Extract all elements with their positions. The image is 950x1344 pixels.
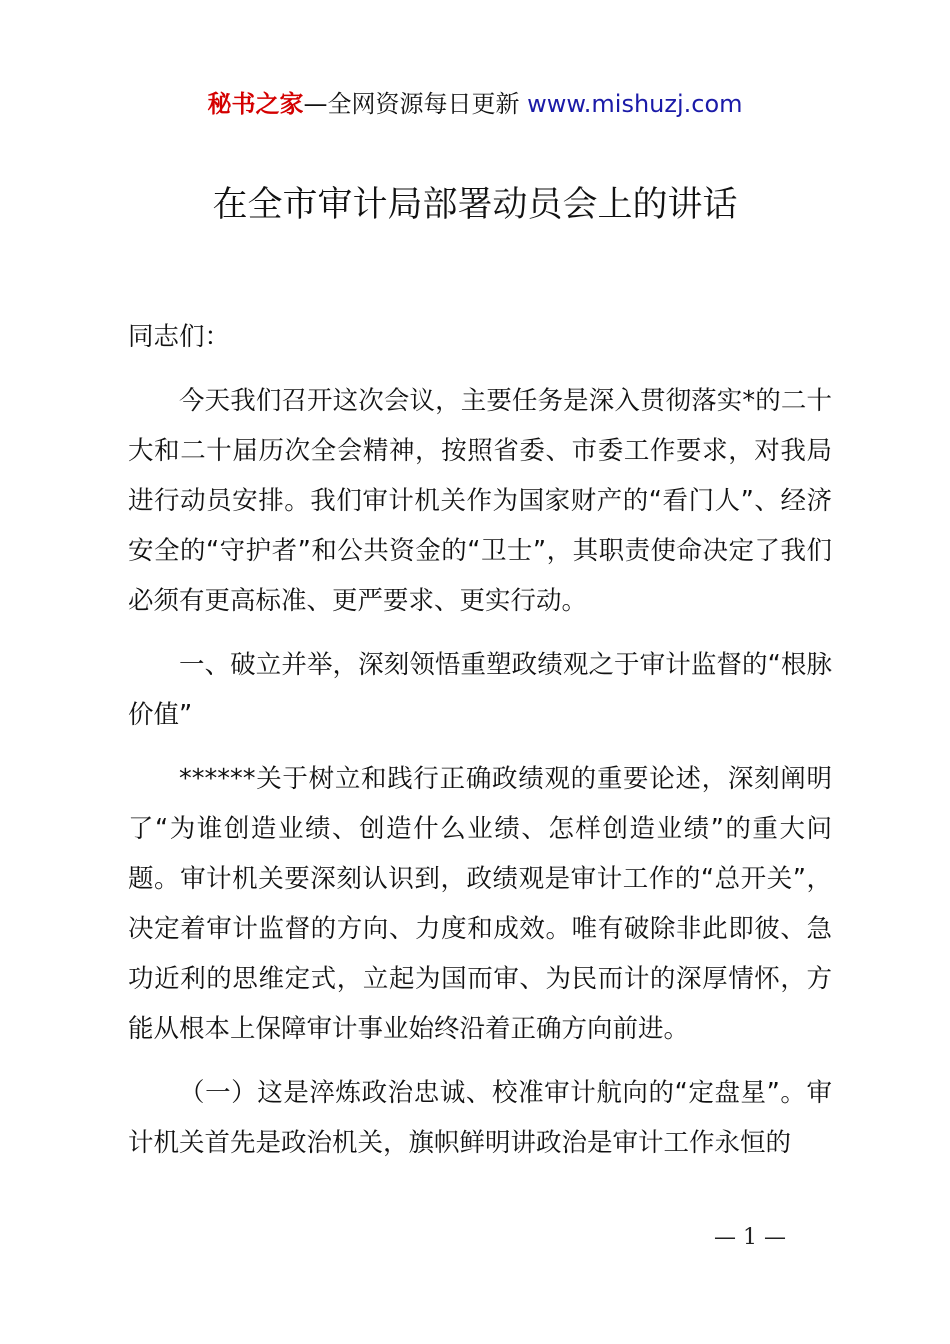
- salutation: 同志们：: [128, 322, 231, 352]
- site-banner: [0, 86, 950, 122]
- site-tagline: —全网资源每日更新: [303, 90, 520, 118]
- site-name: 秘书之家: [207, 90, 304, 118]
- section-heading: 一、破立并举，深刻领悟重塑政绩观之于审计监督的“根脉价值”: [128, 650, 832, 730]
- paragraph: 今天我们召开这次会议，主要任务是深入贯彻落实*的二十大和二十届历次全会精神，按照省委、市委工作要求，对我局进行动员安排。我们审计机关作为国家财产的“看门人”、经济安全的“守护者”和公共资金的“卫士”，其职责使命决定了我们必须有更高标准、更严要求、更实行动。: [128, 386, 832, 616]
- page-number: — 1 —: [714, 1225, 786, 1250]
- document-body: [128, 312, 832, 1182]
- site-url-link[interactable]: www.mishuzj.com: [527, 90, 743, 118]
- document-title: 在全市审计局部署动员会上的讲话: [212, 185, 738, 225]
- paragraph: ******关于树立和践行正确政绩观的重要论述，深刻阐明了“为谁创造业绩、创造什么业绩、怎样创造业绩”的重大问题。审计机关要深刻认识到，政绩观是审计工作的“总开关”，决定着审计监督的方向、力度和成效。唯有破除非此即彼、急功近利的思维定式，立起为国而审、为民而计的深厚情怀，方能从根本上保障审计事业始终沿着正确方向前进。: [128, 764, 832, 1044]
- subsection-paragraph: （一）这是淬炼政治忠诚、校准审计航向的“定盘星”。审计机关首先是政治机关，旗帜鲜明讲政治是审计工作永恒的: [128, 1078, 832, 1158]
